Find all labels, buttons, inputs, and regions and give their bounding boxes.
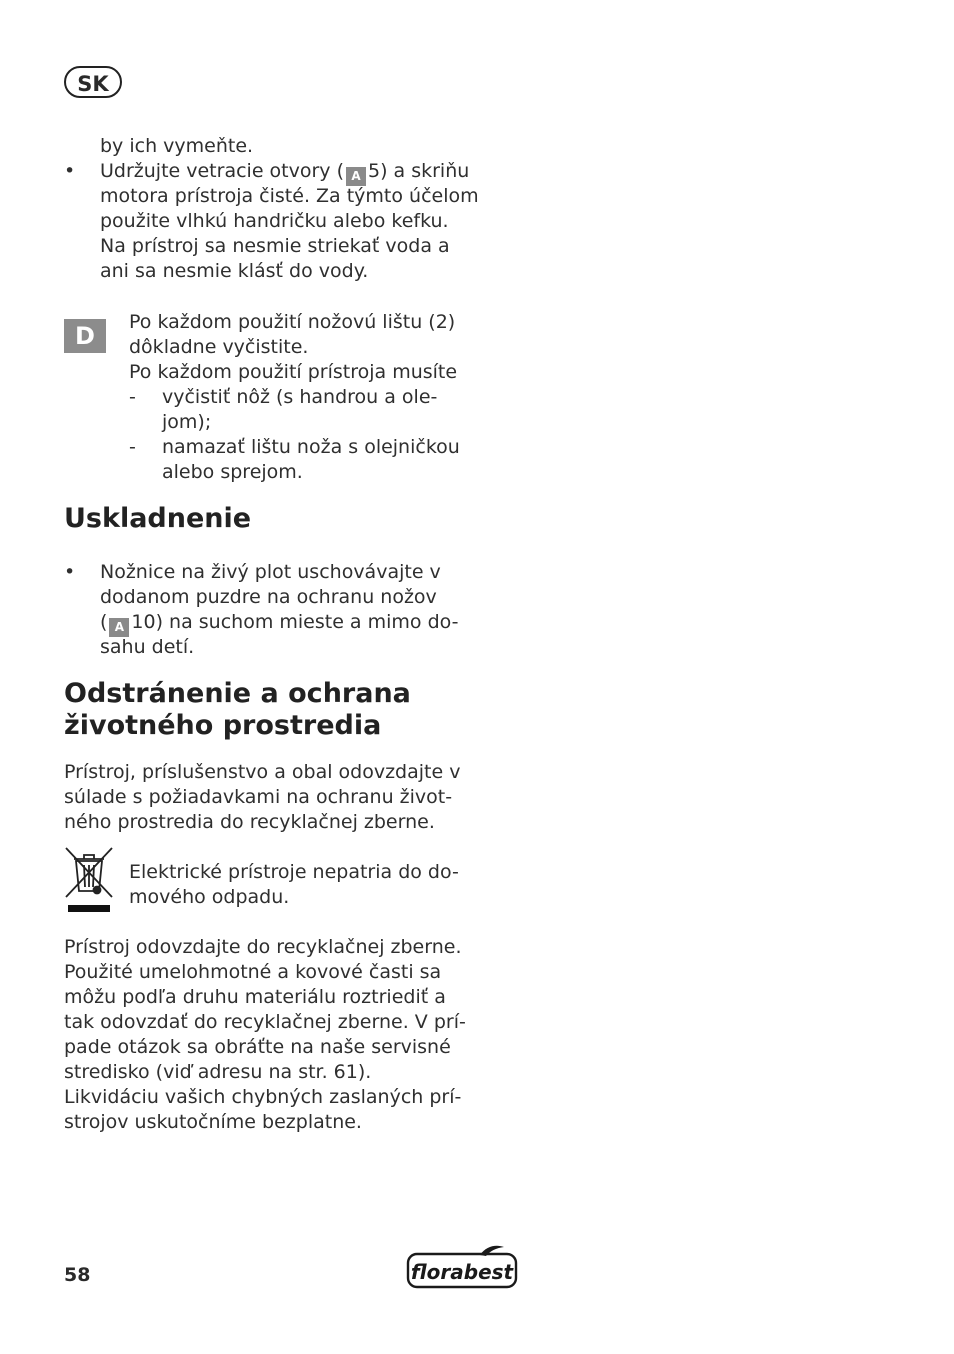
section-title-disposal-2: životného prostredia	[64, 710, 382, 741]
disposal-para2-line-3: môžu podľa druhu materiálu roztriediť a	[64, 986, 446, 1008]
disposal-para2-line-8: strojov uskutočníme bezplatne.	[64, 1111, 362, 1133]
section-title-storage: Uskladnenie	[64, 503, 252, 534]
disposal-para2-line-6: stredisko (viď adresu na str. 61).	[64, 1061, 372, 1083]
storage-line-3	[100, 610, 458, 637]
text-fragment: (	[100, 611, 108, 633]
text-fragment: 5) a skriňu	[368, 160, 470, 182]
intro-bullet-line-1	[100, 159, 469, 186]
note-line-3: Po každom použití prístroja musíte	[129, 361, 458, 383]
disposal-para1-line-2: súlade s požiadavkami na ochranu život-	[64, 786, 453, 808]
note-d-icon: D	[64, 319, 106, 353]
page-number: 58	[64, 1264, 91, 1286]
text-fragment: Udržujte vetracie otvory (	[100, 160, 344, 182]
crossed-out-bin-icon	[64, 847, 114, 913]
figure-a-reference-icon: A	[109, 618, 129, 637]
disposal-para1-line-1: Prístroj, príslušenstvo a obal odovzdajte v	[64, 761, 461, 783]
florabest-logo	[406, 1244, 518, 1290]
storage-line-2: dodanom puzdre na ochranu nožov	[100, 586, 437, 608]
text-fragment: 10) na suchom mieste a mimo do-	[131, 611, 459, 633]
weee-line-2: mového odpadu.	[129, 886, 290, 908]
section-title-disposal-1: Odstránenie a ochrana	[64, 678, 411, 709]
language-badge: SK	[64, 66, 122, 98]
dash-marker: -	[129, 436, 136, 458]
intro-bullet-line-4: Na prístroj sa nesmie striekať voda a	[100, 235, 450, 257]
disposal-para1-line-3: ného prostredia do recyklačnej zberne.	[64, 811, 435, 833]
note-dash-2-line-1: namazať lištu noža s olejničkou	[162, 436, 460, 458]
note-line-2: dôkladne vyčistite.	[129, 336, 309, 358]
dash-marker: -	[129, 386, 136, 408]
note-dash-1-line-2: jom);	[162, 411, 212, 433]
intro-bullet-line-3: použite vlhkú handričku alebo kefku.	[100, 210, 449, 232]
disposal-para2-line-4: tak odovzdať do recyklačnej zberne. V prí-	[64, 1011, 466, 1033]
note-dash-1-line-1: vyčistiť nôž (s handrou a ole-	[162, 386, 438, 408]
weee-line-1: Elektrické prístroje nepatria do do-	[129, 861, 459, 883]
disposal-para2-line-2: Použité umelohmotné a kovové časti sa	[64, 961, 442, 983]
bullet-dot: •	[64, 160, 76, 182]
bullet-dot: •	[64, 561, 76, 583]
intro-bullet-line-2: motora prístroja čisté. Za týmto účelom	[100, 185, 479, 207]
intro-line: by ich vymeňte.	[100, 135, 254, 157]
disposal-para2-line-5: pade otázok sa obráťte na naše servisné	[64, 1036, 451, 1058]
figure-a-reference-icon: A	[346, 167, 366, 186]
storage-line-4: sahu detí.	[100, 636, 195, 658]
logo-text: florabest	[410, 1260, 514, 1284]
disposal-para2-line-1: Prístroj odovzdajte do recyklačnej zberne.	[64, 936, 462, 958]
storage-line-1: Nožnice na živý plot uschovávajte v	[100, 561, 441, 583]
note-dash-2-line-2: alebo sprejom.	[162, 461, 303, 483]
intro-bullet-line-5: ani sa nesmie klásť do vody.	[100, 260, 369, 282]
disposal-para2-line-7: Likvidáciu vašich chybných zaslaných prí-	[64, 1086, 462, 1108]
note-line-1: Po každom použití nožovú lištu (2)	[129, 311, 456, 333]
